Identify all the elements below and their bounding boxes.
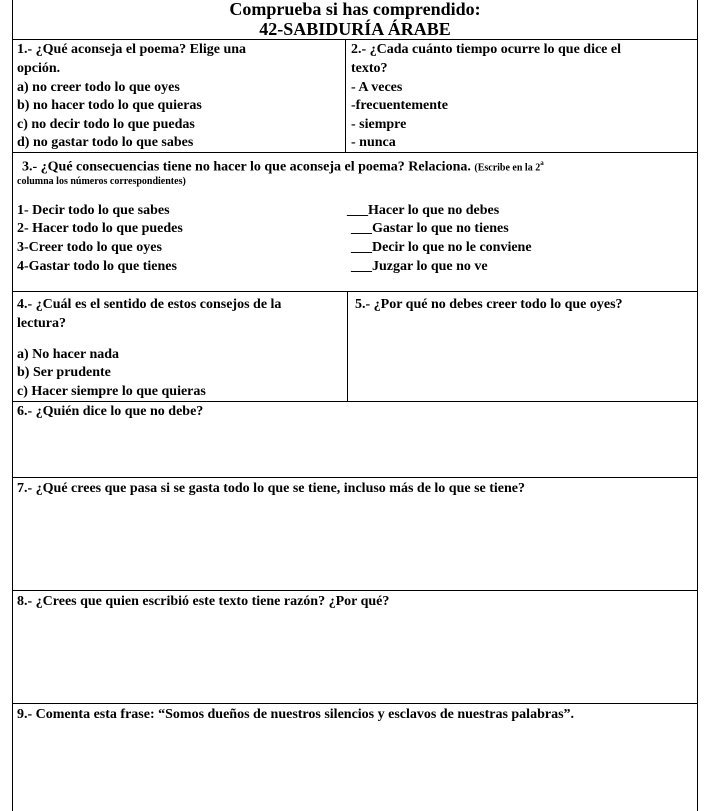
question-1-text: opción. xyxy=(17,61,61,76)
question-3-prompt: 3.- ¿Qué consecuencias tiene no hacer lo que aconseja el poema? Relaciona. xyxy=(22,159,471,175)
worksheet-title: Comprueba si has comprendido: xyxy=(229,0,481,19)
question-2-option: -frecuentemente xyxy=(351,98,448,113)
question-7-text: 7.- ¿Qué crees que pasa si se gasta todo lo que se tiene, incluso más de lo que se tiene? xyxy=(17,481,526,496)
question-2-option: - A veces xyxy=(351,80,403,95)
match-left-item: 4-Gastar todo lo que tienes xyxy=(17,259,177,274)
question-5-text: 5.- ¿Por qué no debes creer todo lo que oyes? xyxy=(355,297,623,312)
grid-line xyxy=(13,477,697,478)
question-4-text: 4.- ¿Cuál es el sentido de estos consejos de la xyxy=(17,297,282,312)
grid-line xyxy=(13,703,697,704)
question-3-note-sup: a xyxy=(540,159,544,167)
question-3-note: columna los números correspondientes) xyxy=(17,176,186,187)
match-right-item: ___Gastar lo que no tienes xyxy=(351,221,509,236)
match-left-item: 3-Creer todo lo que oyes xyxy=(17,240,162,255)
grid-line xyxy=(13,291,697,292)
match-right-item: ___Juzgar lo que no ve xyxy=(351,259,488,274)
question-6-text: 6.- ¿Quién dice lo que no debe? xyxy=(17,404,204,419)
question-2-text: texto? xyxy=(351,61,388,76)
worksheet-subtitle: 42-SABIDURÍA ÁRABE xyxy=(259,19,451,39)
question-8-text: 8.- ¿Crees que quien escribió este texto tiene razón? ¿Por qué? xyxy=(17,594,390,609)
match-left-item: 2- Hacer todo lo que puedes xyxy=(17,221,183,236)
question-4-option: b) Ser prudente xyxy=(17,365,111,380)
worksheet xyxy=(12,0,698,811)
question-4-option: c) Hacer siempre lo que quieras xyxy=(17,384,206,399)
question-1-option: c) no decir todo lo que puedas xyxy=(17,117,195,132)
column-divider xyxy=(347,291,348,401)
match-left-item: 1- Decir todo lo que sabes xyxy=(17,203,170,218)
question-9-text: 9.- Comenta esta frase: “Somos dueños de nuestros silencios y esclavos de nuestras palabras”. xyxy=(17,707,575,722)
question-2-option: - nunca xyxy=(351,135,396,150)
question-4-text: lectura? xyxy=(17,316,66,331)
column-divider xyxy=(345,39,346,152)
match-right-item: ___Decir lo que no le conviene xyxy=(351,240,532,255)
question-2-text: 2.- ¿Cada cuánto tiempo ocurre lo que dice el xyxy=(351,42,621,57)
question-2-option: - siempre xyxy=(351,117,407,132)
grid-line xyxy=(13,39,697,40)
match-right-item: ___Hacer lo que no debes xyxy=(347,203,500,218)
grid-line xyxy=(13,590,697,591)
question-3-note: (Escribe en la 2 xyxy=(474,162,541,174)
question-1-option: a) no creer todo lo que oyes xyxy=(17,80,180,95)
question-1-option: d) no gastar todo lo que sabes xyxy=(17,135,194,150)
question-1-option: b) no hacer todo lo que quieras xyxy=(17,98,202,113)
question-1-text: 1.- ¿Qué aconseja el poema? Elige una xyxy=(17,42,247,57)
question-4-option: a) No hacer nada xyxy=(17,347,120,362)
